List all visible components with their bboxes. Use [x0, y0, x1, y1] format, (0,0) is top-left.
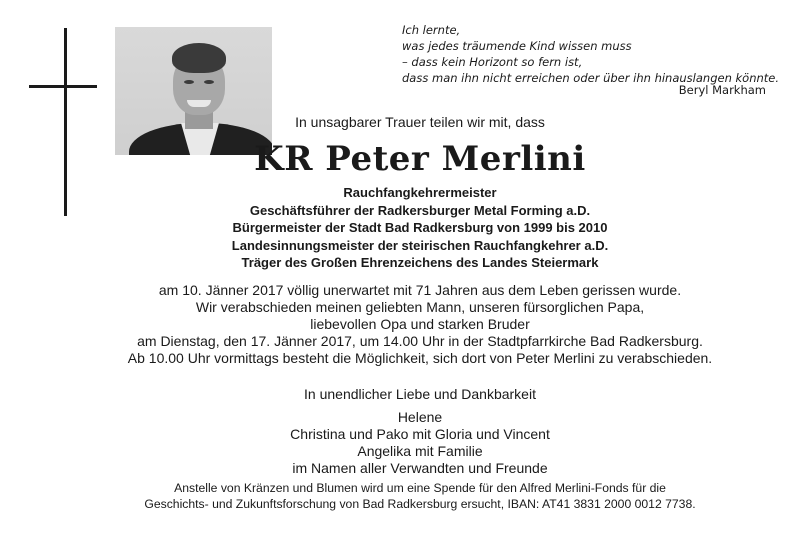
mourner-line: Helene — [397, 409, 443, 425]
mourner-line: im Namen aller Verwandten und Freunde — [292, 460, 548, 476]
body-line: Wir verabschieden meinen geliebten Mann, unseren fürsorglichen Papa, — [195, 299, 645, 315]
title-line: Bürgermeister der Stadt Bad Radkersburg von 1999 bis 2010 — [232, 220, 608, 236]
title-line: Geschäftsführer der Radkersburger Metal Forming a.D. — [249, 202, 591, 218]
mourner-line: Christina und Pako mit Gloria und Vincent — [290, 426, 550, 442]
note-line: Anstelle von Kränzen und Blumen wird um eine Spende für den Alfred Merlini-Fonds für die — [174, 481, 666, 495]
quote-line: was jedes träumende Kind wissen muss — [402, 39, 632, 53]
quote-line: dass man ihn nicht erreichen oder über ihn hinauslangen könnte. — [402, 71, 780, 85]
quote-line: Ich lernte, — [402, 23, 461, 37]
note-line: Geschichts- und Zukunftsforschung von Bad Radkersburg ersucht, IBAN: AT41 3831 2000 0012 7738. — [144, 497, 696, 511]
quote-author: Beryl Markham — [678, 83, 766, 97]
donation-note — [120, 480, 720, 512]
title-line: Rauchfangkehrermeister — [343, 185, 497, 200]
body-line: liebevollen Opa und starken Bruder — [310, 316, 530, 332]
quote — [402, 22, 780, 86]
cross-icon — [64, 28, 67, 216]
title-line: Landesinnungsmeister der steirischen Rauchfangkehrer a.D. — [231, 237, 609, 253]
body-line: am 10. Jänner 2017 völlig unerwartet mit 71 Jahren aus dem Leben gerissen wurde. — [158, 282, 682, 298]
titles-list — [120, 184, 720, 272]
closing-heading: In unendlicher Liebe und Dankbarkeit — [304, 386, 536, 402]
cross-icon-bar — [29, 85, 97, 88]
intro-text: In unsagbarer Trauer teilen wir mit, dass — [295, 114, 545, 130]
announcement-text — [120, 282, 720, 367]
mourner-line: Angelika mit Familie — [357, 443, 483, 459]
body-line: am Dienstag, den 17. Jänner 2017, um 14.00 Uhr in der Stadtpfarrkirche Bad Radkersburg. — [137, 333, 703, 349]
portrait-photo — [115, 27, 272, 155]
deceased-name: KR Peter Merlini — [254, 139, 586, 179]
closing-section — [120, 386, 720, 477]
body-line: Ab 10.00 Uhr vormittags besteht die Möglichkeit, sich dort von Peter Merlini zu verabschieden. — [127, 350, 713, 366]
title-line: Träger des Großen Ehrenzeichens des Landes Steiermark — [241, 255, 599, 271]
quote-line: – dass kein Horizont so fern ist, — [402, 55, 583, 69]
